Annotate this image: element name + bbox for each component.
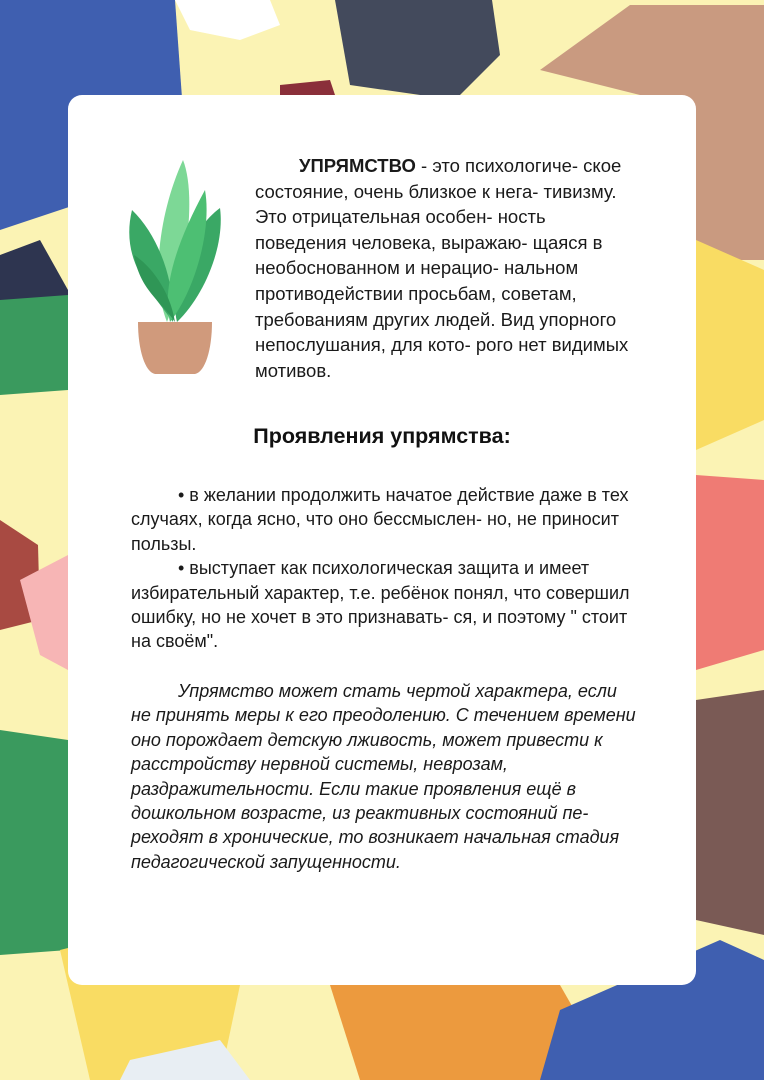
closing-paragraph: Упрямство может стать чертой характера, если не принять меры к его преодолению. С течением времени оно порождает детскую лживость, может привести к расстройству нервной системы, неврозам, раздражительности. Если такие проявления ещё в дошкольном возрасте, из реактивных состояний пе- реходят в хронические, то возникает начальная стадия педагогической запущенности.: [131, 681, 636, 872]
green-shape-bottom-left: [0, 730, 68, 955]
list-item: • в желании продолжить начатое действие даже в тех случаях, когда ясно, что оно бессмыслен- но, не приносит пользы.: [131, 485, 629, 554]
yellow-shape-right: [696, 240, 764, 450]
plant-icon: [120, 150, 230, 380]
section-heading: Проявления упрямства:: [253, 424, 511, 448]
slate-shape-top: [335, 0, 500, 100]
term-heading: УПРЯМСТВО: [299, 155, 416, 176]
brown-shape-right: [696, 690, 764, 935]
intro-paragraph: [255, 153, 635, 383]
manifestations-list: [131, 483, 636, 654]
coral-shape-right: [696, 475, 764, 670]
list-item: • выступает как психологическая защита и имеет избирательный характер, т.е. ребёнок понял, что совершил ошибку, но не хочет в это признавать- ся, и поэтому " стоит на своём".: [131, 558, 630, 652]
white-shape-top: [175, 0, 280, 40]
orange-shape-bottom: [330, 985, 580, 1080]
green-shape-left: [0, 295, 68, 395]
definition-text: - это психологиче- ское состояние, очень близкое к нега- тивизму. Это отрицательная особен- ность поведения человека, выражаю- щаяся в необоснованном и нерацио- нальном противодействии просьбам, советам, требованиям других людей. Вид упорного непослушания, для кото- рого нет видимых мотивов.: [255, 155, 629, 381]
